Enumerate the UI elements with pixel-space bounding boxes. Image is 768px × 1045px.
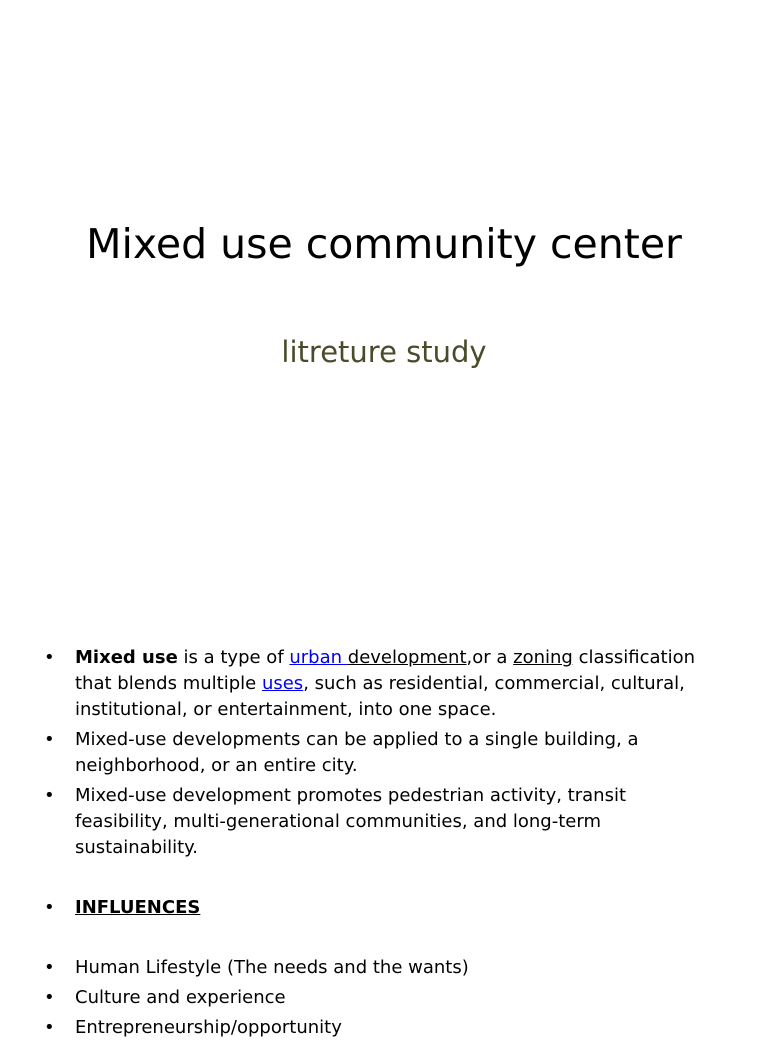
- bullet-icon: •: [44, 957, 55, 978]
- bullet-text: Mixed-use development promotes pedestrian activity, transit feasibility, multi-generational communities, and long-term sustainability.: [75, 785, 627, 858]
- bullet-icon: •: [44, 729, 55, 750]
- list-item: [0, 645, 715, 723]
- bullet-text: Entrepreneurship/opportunity: [75, 1017, 342, 1038]
- list-item: [0, 955, 715, 981]
- zoning-link[interactable]: zoning: [513, 647, 573, 668]
- list-item: [0, 895, 715, 921]
- text-span: , such as residential, commercial, cultural, institutional, or entertainment, into one space.: [75, 673, 685, 720]
- slide-subtitle: litreture study: [281, 335, 487, 369]
- bullet-list: [0, 645, 768, 1041]
- list-item: [0, 727, 715, 779]
- development-link[interactable]: development: [347, 647, 467, 668]
- bullet-text: Culture and experience: [75, 987, 286, 1008]
- bullet-icon: •: [44, 897, 55, 918]
- bullet-icon: •: [44, 987, 55, 1008]
- urban-link[interactable]: urban: [289, 647, 348, 668]
- bullet-text: Human Lifestyle (The needs and the wants): [75, 957, 469, 978]
- bullet-content: [0, 645, 768, 1045]
- slide-title: Mixed use community center: [86, 220, 682, 268]
- bullet-icon: •: [44, 647, 55, 668]
- text-span: classification that blends multiple: [75, 647, 696, 694]
- bullet-icon: •: [44, 785, 55, 806]
- list-item: [0, 985, 715, 1011]
- bullet-text: Mixed-use developments can be applied to a single building, a neighborhood, or an entire city.: [75, 729, 639, 776]
- list-item: [0, 1015, 715, 1041]
- influences-heading: INFLUENCES: [75, 897, 201, 918]
- list-item: [0, 783, 715, 861]
- text-span: ,or a: [466, 647, 514, 668]
- uses-link[interactable]: uses: [261, 673, 304, 694]
- text-span: is a type of: [177, 647, 290, 668]
- bold-term: Mixed use: [75, 647, 178, 668]
- bullet-icon: •: [44, 1017, 55, 1038]
